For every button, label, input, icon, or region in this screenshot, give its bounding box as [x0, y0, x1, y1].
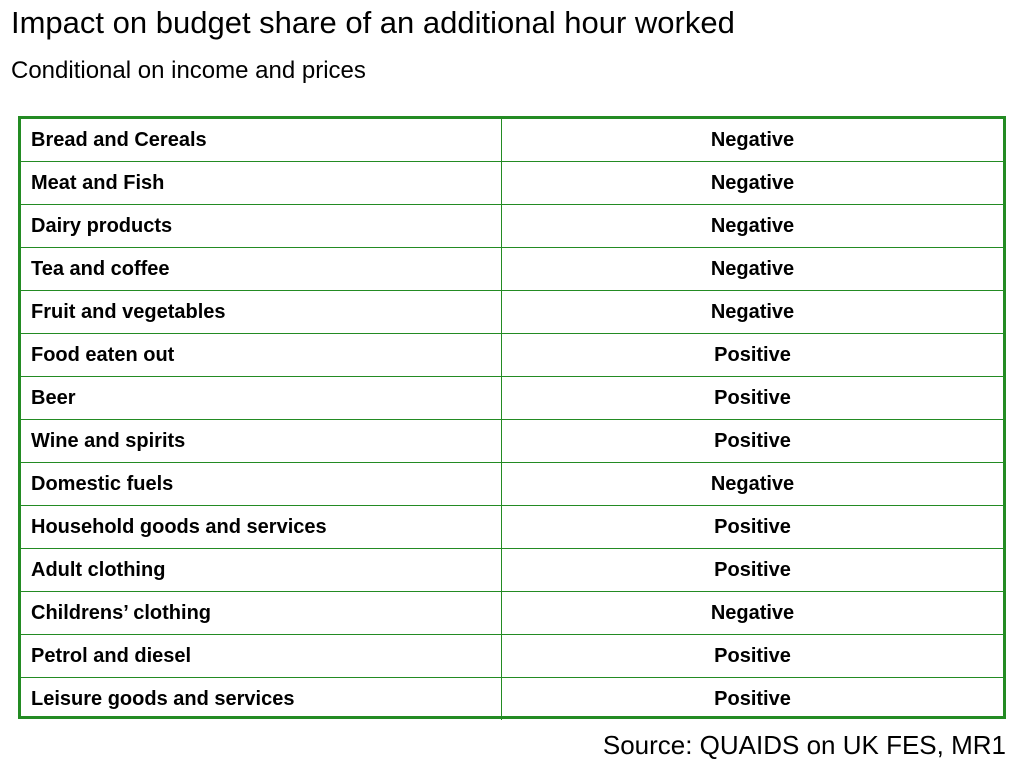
table-row [21, 377, 1003, 420]
table-row [21, 205, 1003, 248]
results-table [21, 119, 1003, 720]
category-cell: Wine and spirits [21, 420, 502, 463]
table-row [21, 420, 1003, 463]
budget-share-table [18, 116, 1006, 719]
category-cell: Dairy products [21, 205, 502, 248]
effect-cell: Positive [502, 506, 1004, 549]
table-row [21, 119, 1003, 162]
effect-cell: Positive [502, 377, 1004, 420]
effect-cell: Negative [502, 592, 1004, 635]
table-row [21, 549, 1003, 592]
effect-cell: Positive [502, 635, 1004, 678]
effect-cell: Negative [502, 162, 1004, 205]
effect-cell: Positive [502, 334, 1004, 377]
source-note: Source: QUAIDS on UK FES, MR1 [602, 730, 1006, 760]
category-cell: Childrens’ clothing [21, 592, 502, 635]
table-row [21, 334, 1003, 377]
category-cell: Domestic fuels [21, 463, 502, 506]
table-row [21, 463, 1003, 506]
effect-cell: Negative [502, 291, 1004, 334]
category-cell: Petrol and diesel [21, 635, 502, 678]
category-cell: Household goods and services [21, 506, 502, 549]
effect-cell: Positive [502, 420, 1004, 463]
effect-cell: Negative [502, 119, 1004, 162]
effect-cell: Positive [502, 678, 1004, 721]
effect-cell: Positive [502, 549, 1004, 592]
effect-cell: Negative [502, 205, 1004, 248]
category-cell: Leisure goods and services [21, 678, 502, 721]
effect-cell: Negative [502, 463, 1004, 506]
table-row [21, 506, 1003, 549]
effect-cell: Negative [502, 248, 1004, 291]
category-cell: Bread and Cereals [21, 119, 502, 162]
table-row [21, 678, 1003, 721]
table-row [21, 592, 1003, 635]
category-cell: Adult clothing [21, 549, 502, 592]
category-cell: Beer [21, 377, 502, 420]
category-cell: Meat and Fish [21, 162, 502, 205]
table-row [21, 162, 1003, 205]
slide-subtitle: Conditional on income and prices [11, 57, 366, 84]
slide-title: Impact on budget share of an additional hour worked [11, 5, 735, 40]
category-cell: Fruit and vegetables [21, 291, 502, 334]
table-row [21, 635, 1003, 678]
table-row [21, 291, 1003, 334]
category-cell: Food eaten out [21, 334, 502, 377]
table-row [21, 248, 1003, 291]
category-cell: Tea and coffee [21, 248, 502, 291]
